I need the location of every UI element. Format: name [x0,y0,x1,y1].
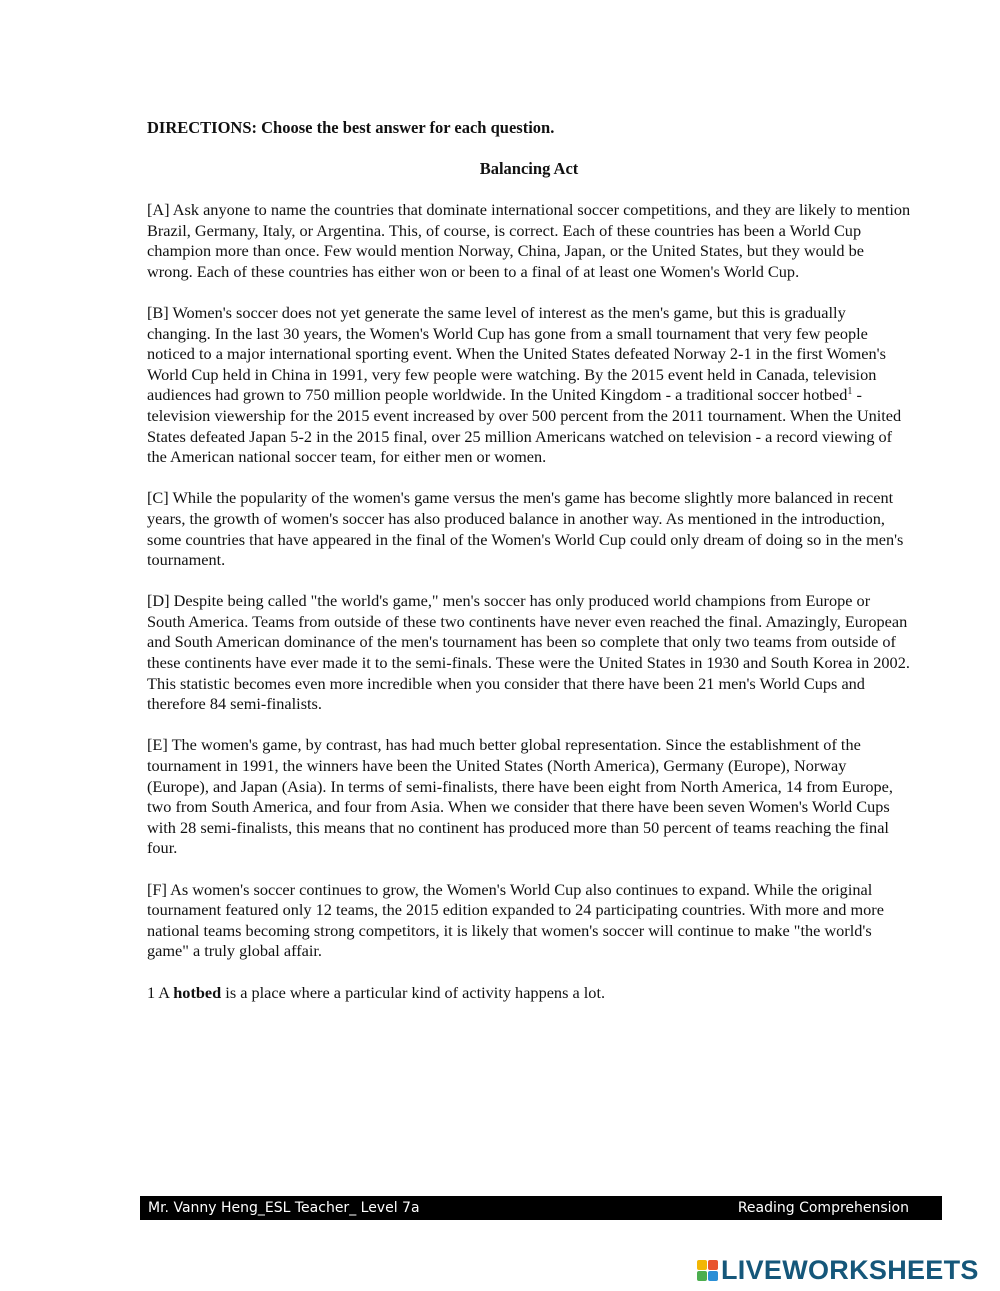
footer-subject: Reading Comprehension [737,1200,909,1216]
passage-body [147,200,911,1024]
paragraph-c: [C] While the popularity of the women's game versus the men's game has become slightly more balanced in recent years, the growth of women's soccer has also produced balance in another way. As mentioned in the introduction, some countries that have appeared in the final of the Women's World Cup could only dream of doing so in the men's tournament. [147,488,904,570]
logo-blocks-icon [697,1260,718,1281]
footer-bar [140,1196,942,1220]
logo-block-l [697,1260,707,1270]
logo-block-v [697,1271,707,1281]
logo-block-e [708,1271,718,1281]
logo-block-i [708,1260,718,1270]
paragraph-b-part-2: - television viewership for the 2015 event increased by over 500 percent from the 2011 tournament. When the United States defeated Japan 5-2 in the 2015 final, over 25 million Americans watched on television - a record viewing of the American national soccer team, for either men or women. [147,385,902,467]
footer-author: Mr. Vanny Heng_ESL Teacher_ Level 7a [148,1200,420,1216]
paragraph-b [147,303,911,468]
paragraph-a: [A] Ask anyone to name the countries that dominate international soccer competitions, and they are likely to mention Brazil, Germany, Italy, or Argentina. This, of course, is correct. Each of these countries has been a World Cup champion more than once. Few would mention Norway, China, Japan, or the United States, but they would be wrong. Each of these countries has either won or been to a final of at least one Women's World Cup. [147,200,911,281]
paragraph-f: [F] As women's soccer continues to grow, the Women's World Cup also continues to expand. While the original tournament featured only 12 teams, the 2015 edition expanded to 24 participating countries. With more and more national teams becoming strong competitors, it is likely that women's soccer will continue to make "the world's game" a truly global affair. [147,879,884,961]
liveworksheets-logo [697,1255,979,1285]
footnote-definition: is a place where a particular kind of activity happens a lot. [221,982,606,1002]
directions-text: DIRECTIONS: Choose the best answer for each question. [147,118,555,137]
footnote-marker: 1 [847,386,853,398]
paragraph-d: [D] Despite being called "the world's game," men's soccer has only produced world champions from Europe or South America. Teams from outside of these two continents have never even reached the final. Amazingly, European and South American dominance of the men's tournament has been so complete that only two teams from outside of these continents have ever made it to the semi-finals. These were the United States in 1930 and South Korea in 2002. This statistic becomes even more incredible when you consider that there have been 21 men's World Cups and therefore 84 semi-finalists. [147,591,910,714]
logo-text: LIVEWORKSHEETS [721,1254,979,1285]
paragraph-b-part-1: [B] Women's soccer does not yet generate the same level of interest as the men's game, but this is gradually changing. In the last 30 years, the Women's World Cup has gone from a small tournament that very few people noticed to a major international sporting event. When the United States defeated Norway 2-1 in the first Women's World Cup held in China in 1991, very few people were watching. By the 2015 event held in Canada, television audiences had grown to 750 million people worldwide. In the United Kingdom - a traditional soccer hotbed [147,302,886,405]
passage-title: Balancing Act [479,159,579,178]
footnote [147,983,911,1004]
footnote-term: hotbed [173,982,222,1002]
footnote-number: 1 A [147,982,174,1002]
paragraph-e: [E] The women's game, by contrast, has had much better global representation. Since the establishment of the tournament in 1991, the winners have been the United States (North America), Germany (Europe), Norway (Europe), and Japan (Asia). In terms of semi-finalists, there have been eight from North America, 14 from Europe, two from South America, and four from Asia. When we consider that there have been seven Women's World Cups with 28 semi-finalists, this means that no continent has produced more than 50 percent of teams reaching the final four. [147,735,893,858]
